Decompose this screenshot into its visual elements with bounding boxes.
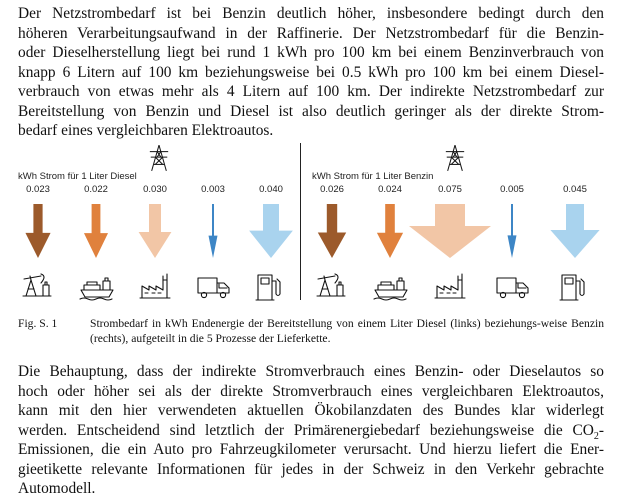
paragraph-line: bedarf eines vergleichbaren Elektroautos.	[18, 122, 274, 139]
fuel-pump-icon	[558, 270, 592, 302]
paragraph-line: verbrauch von etwas mehr als 4 Litern auf 100 km. Der indirekte Netzstrombedarf zur	[18, 83, 604, 100]
value-label: 0.024	[378, 184, 402, 195]
paragraph-line: oder Dieselherstellung liegt bei rund 1 kWh pro 100 km bei einem Benzinverbrauch von	[18, 44, 604, 61]
value-label: 0.030	[143, 184, 167, 195]
paragraph-line: höheren Verarbeitungsaufwand in der Raffinerie. Der Netzstrombedarf für die Benzin-	[18, 24, 604, 42]
fuel-pump-icon	[254, 270, 288, 302]
tanker-ship-icon	[373, 270, 407, 302]
value-label: 0.026	[320, 184, 344, 195]
paragraph-line: gieetikette relevante Informationen für jedes in der Schweiz in den Verkehr gebrachte	[18, 460, 604, 478]
figure-divider	[300, 143, 301, 300]
figure-supply-chain-electricity	[0, 140, 622, 310]
value-label: 0.003	[201, 184, 225, 195]
refinery-icon	[138, 270, 172, 302]
co2-suffix: -	[598, 421, 604, 439]
truck-icon	[196, 270, 230, 302]
oil-pump-icon	[21, 270, 55, 302]
co2-subscript: 2	[593, 430, 599, 442]
panel-title-diesel: kWh Strom für 1 Liter Diesel	[18, 171, 137, 182]
paragraph-line	[18, 421, 604, 441]
paragraph-line: hoch oder höher sei als der direkte Stromverbrauch eines vergleichbaren Elektroautos,	[18, 382, 604, 400]
value-label: 0.005	[500, 184, 524, 195]
paragraph-line: Emissionen, die ein Auto pro Fahrzeugkilometer verursacht. Und hierzu liefert die Ener-	[18, 441, 604, 458]
co2-line-text: werden. Entscheidend sind letztlich der Primärenergiebedarf beziehungsweise die CO	[18, 421, 594, 439]
oil-pump-icon	[315, 270, 349, 302]
paragraph-line: Der Netzstrombedarf ist bei Benzin deutlich höher, insbesondere bedingt durch den	[18, 5, 604, 22]
tanker-ship-icon	[79, 270, 113, 302]
value-label: 0.040	[259, 184, 283, 195]
paragraph-line: Bereitstellung von Benzin und Diesel ist also deutlich geringer als der direkte Strom-	[18, 102, 604, 120]
value-label: 0.045	[563, 184, 587, 195]
panel-title-benzin: kWh Strom für 1 Liter Benzin	[312, 171, 434, 182]
paragraph-line: kann mit den hier verwendeten aktuellen Ökobilanzdaten des Bundes klar widerlegt	[18, 402, 604, 419]
power-pylon-icon	[444, 144, 466, 172]
value-label: 0.075	[438, 184, 462, 195]
paragraph-line: knapp 6 Litern auf 100 km beziehungsweise bei 0.5 kWh pro 100 km bei einem Diesel-	[18, 63, 604, 81]
flow-arrow	[525, 202, 622, 272]
truck-icon	[495, 270, 529, 302]
paragraph-2	[18, 362, 604, 499]
refinery-icon	[433, 270, 467, 302]
value-label: 0.022	[84, 184, 108, 195]
paragraph-1	[18, 4, 604, 141]
paragraph-line: Automodell.	[18, 480, 96, 497]
value-label: 0.023	[26, 184, 50, 195]
paragraph-line: Die Behauptung, dass der indirekte Stromverbrauch eines Benzin- oder Dieselautos so	[18, 363, 604, 380]
caption-label: Fig. S. 1	[18, 317, 58, 330]
power-pylon-icon	[148, 144, 170, 172]
caption-text: Strombedarf in kWh Endenergie der Bereitstellung von einem Liter Diesel (links) beziehungs-weise Benzin (rechts), aufgeteilt in die 5 Prozesse der Lieferkette.	[90, 317, 604, 345]
